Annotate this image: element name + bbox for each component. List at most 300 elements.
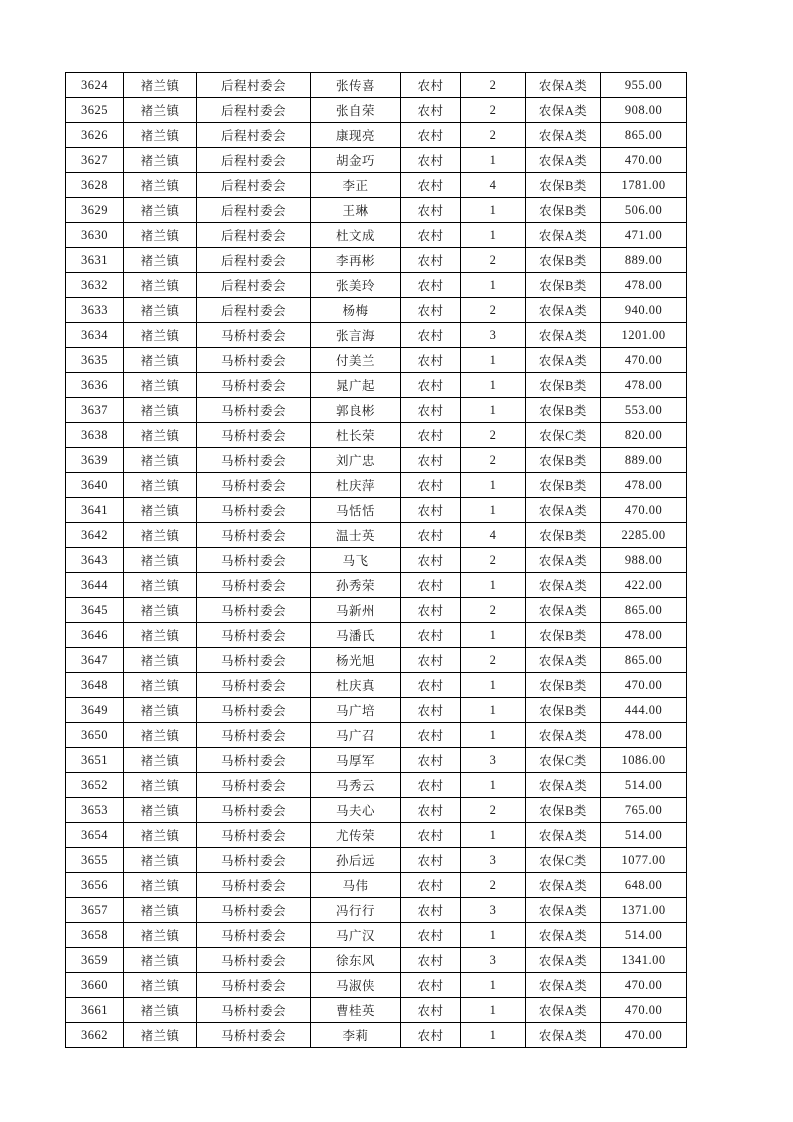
- table-row: [66, 223, 687, 248]
- table-row: [66, 898, 687, 923]
- cell-category: 农保A类: [526, 323, 601, 348]
- cell-count: 3: [461, 948, 526, 973]
- cell-amount: 478.00: [601, 723, 687, 748]
- table-row: [66, 873, 687, 898]
- cell-id: 3636: [66, 373, 124, 398]
- table-row: [66, 798, 687, 823]
- cell-amount: 1077.00: [601, 848, 687, 873]
- cell-count: 1: [461, 273, 526, 298]
- cell-town: 褚兰镇: [124, 973, 197, 998]
- cell-type: 农村: [401, 498, 461, 523]
- table-row: [66, 248, 687, 273]
- cell-id: 3645: [66, 598, 124, 623]
- table-row: [66, 973, 687, 998]
- cell-id: 3629: [66, 198, 124, 223]
- cell-name: 张美玲: [311, 273, 401, 298]
- cell-name: 杜长荣: [311, 423, 401, 448]
- cell-category: 农保B类: [526, 473, 601, 498]
- cell-category: 农保B类: [526, 448, 601, 473]
- cell-type: 农村: [401, 473, 461, 498]
- cell-id: 3647: [66, 648, 124, 673]
- cell-category: 农保B类: [526, 248, 601, 273]
- cell-type: 农村: [401, 598, 461, 623]
- cell-type: 农村: [401, 973, 461, 998]
- cell-town: 褚兰镇: [124, 673, 197, 698]
- cell-name: 付美兰: [311, 348, 401, 373]
- cell-village: 后程村委会: [197, 248, 311, 273]
- cell-amount: 1341.00: [601, 948, 687, 973]
- cell-category: 农保B类: [526, 798, 601, 823]
- cell-name: 孙后远: [311, 848, 401, 873]
- cell-name: 马广培: [311, 698, 401, 723]
- cell-id: 3656: [66, 873, 124, 898]
- cell-id: 3635: [66, 348, 124, 373]
- cell-category: 农保A类: [526, 998, 601, 1023]
- cell-name: 李莉: [311, 1023, 401, 1048]
- cell-village: 马桥村委会: [197, 498, 311, 523]
- cell-village: 马桥村委会: [197, 723, 311, 748]
- cell-id: 3634: [66, 323, 124, 348]
- cell-town: 褚兰镇: [124, 898, 197, 923]
- cell-village: 后程村委会: [197, 273, 311, 298]
- cell-town: 褚兰镇: [124, 423, 197, 448]
- cell-type: 农村: [401, 673, 461, 698]
- cell-count: 2: [461, 248, 526, 273]
- cell-type: 农村: [401, 1023, 461, 1048]
- cell-name: 马恬恬: [311, 498, 401, 523]
- cell-amount: 1086.00: [601, 748, 687, 773]
- cell-type: 农村: [401, 873, 461, 898]
- cell-count: 1: [461, 198, 526, 223]
- cell-count: 2: [461, 598, 526, 623]
- cell-type: 农村: [401, 998, 461, 1023]
- cell-village: 后程村委会: [197, 198, 311, 223]
- cell-village: 后程村委会: [197, 73, 311, 98]
- cell-amount: 471.00: [601, 223, 687, 248]
- cell-id: 3627: [66, 148, 124, 173]
- cell-category: 农保A类: [526, 223, 601, 248]
- cell-type: 农村: [401, 398, 461, 423]
- cell-id: 3637: [66, 398, 124, 423]
- cell-category: 农保A类: [526, 598, 601, 623]
- cell-type: 农村: [401, 223, 461, 248]
- cell-category: 农保A类: [526, 823, 601, 848]
- cell-town: 褚兰镇: [124, 498, 197, 523]
- table-row: [66, 548, 687, 573]
- cell-town: 褚兰镇: [124, 223, 197, 248]
- cell-category: 农保A类: [526, 923, 601, 948]
- cell-category: 农保A类: [526, 73, 601, 98]
- cell-amount: 470.00: [601, 673, 687, 698]
- cell-type: 农村: [401, 523, 461, 548]
- cell-type: 农村: [401, 198, 461, 223]
- cell-town: 褚兰镇: [124, 873, 197, 898]
- cell-category: 农保A类: [526, 498, 601, 523]
- cell-town: 褚兰镇: [124, 148, 197, 173]
- cell-count: 2: [461, 798, 526, 823]
- cell-count: 3: [461, 323, 526, 348]
- cell-village: 马桥村委会: [197, 523, 311, 548]
- cell-village: 马桥村委会: [197, 973, 311, 998]
- cell-town: 褚兰镇: [124, 448, 197, 473]
- cell-count: 2: [461, 298, 526, 323]
- cell-name: 马伟: [311, 873, 401, 898]
- cell-id: 3639: [66, 448, 124, 473]
- cell-category: 农保B类: [526, 623, 601, 648]
- cell-category: 农保A类: [526, 548, 601, 573]
- table-row: [66, 523, 687, 548]
- cell-count: 1: [461, 348, 526, 373]
- cell-category: 农保A类: [526, 948, 601, 973]
- cell-town: 褚兰镇: [124, 473, 197, 498]
- cell-town: 褚兰镇: [124, 848, 197, 873]
- table-row: [66, 473, 687, 498]
- cell-town: 褚兰镇: [124, 948, 197, 973]
- cell-count: 1: [461, 1023, 526, 1048]
- cell-village: 马桥村委会: [197, 448, 311, 473]
- cell-village: 马桥村委会: [197, 1023, 311, 1048]
- cell-name: 张传喜: [311, 73, 401, 98]
- cell-id: 3653: [66, 798, 124, 823]
- table-row: [66, 748, 687, 773]
- table-row: [66, 173, 687, 198]
- cell-amount: 514.00: [601, 923, 687, 948]
- cell-id: 3659: [66, 948, 124, 973]
- table-row: [66, 848, 687, 873]
- cell-amount: 889.00: [601, 448, 687, 473]
- cell-village: 后程村委会: [197, 173, 311, 198]
- cell-count: 1: [461, 473, 526, 498]
- cell-town: 褚兰镇: [124, 398, 197, 423]
- cell-count: 1: [461, 148, 526, 173]
- table-row: [66, 698, 687, 723]
- cell-count: 1: [461, 973, 526, 998]
- cell-amount: 1781.00: [601, 173, 687, 198]
- cell-name: 康现亮: [311, 123, 401, 148]
- cell-count: 1: [461, 223, 526, 248]
- cell-count: 1: [461, 573, 526, 598]
- cell-village: 马桥村委会: [197, 473, 311, 498]
- cell-amount: 865.00: [601, 598, 687, 623]
- cell-amount: 470.00: [601, 498, 687, 523]
- cell-village: 马桥村委会: [197, 948, 311, 973]
- cell-town: 褚兰镇: [124, 523, 197, 548]
- cell-id: 3651: [66, 748, 124, 773]
- cell-name: 马广召: [311, 723, 401, 748]
- cell-count: 1: [461, 923, 526, 948]
- cell-village: 马桥村委会: [197, 873, 311, 898]
- cell-type: 农村: [401, 823, 461, 848]
- cell-village: 马桥村委会: [197, 923, 311, 948]
- table-row: [66, 423, 687, 448]
- cell-amount: 648.00: [601, 873, 687, 898]
- cell-id: 3626: [66, 123, 124, 148]
- cell-village: 马桥村委会: [197, 598, 311, 623]
- cell-id: 3660: [66, 973, 124, 998]
- cell-count: 4: [461, 173, 526, 198]
- cell-count: 3: [461, 848, 526, 873]
- cell-id: 3624: [66, 73, 124, 98]
- cell-amount: 1371.00: [601, 898, 687, 923]
- benefits-table: [65, 72, 687, 1048]
- cell-town: 褚兰镇: [124, 623, 197, 648]
- table-row: [66, 648, 687, 673]
- cell-town: 褚兰镇: [124, 798, 197, 823]
- cell-town: 褚兰镇: [124, 73, 197, 98]
- table-body: [66, 73, 687, 1048]
- cell-count: 4: [461, 523, 526, 548]
- cell-id: 3646: [66, 623, 124, 648]
- cell-count: 1: [461, 698, 526, 723]
- cell-category: 农保B类: [526, 698, 601, 723]
- cell-category: 农保B类: [526, 398, 601, 423]
- cell-amount: 470.00: [601, 998, 687, 1023]
- cell-amount: 470.00: [601, 148, 687, 173]
- cell-category: 农保A类: [526, 123, 601, 148]
- cell-count: 2: [461, 873, 526, 898]
- cell-id: 3654: [66, 823, 124, 848]
- cell-type: 农村: [401, 98, 461, 123]
- cell-name: 王琳: [311, 198, 401, 223]
- cell-id: 3655: [66, 848, 124, 873]
- cell-type: 农村: [401, 923, 461, 948]
- cell-amount: 470.00: [601, 348, 687, 373]
- cell-id: 3650: [66, 723, 124, 748]
- cell-id: 3631: [66, 248, 124, 273]
- table-row: [66, 198, 687, 223]
- cell-amount: 514.00: [601, 823, 687, 848]
- cell-town: 褚兰镇: [124, 373, 197, 398]
- cell-town: 褚兰镇: [124, 773, 197, 798]
- cell-name: 杨光旭: [311, 648, 401, 673]
- cell-count: 1: [461, 998, 526, 1023]
- cell-name: 张自荣: [311, 98, 401, 123]
- table-row: [66, 123, 687, 148]
- table-row: [66, 148, 687, 173]
- cell-village: 马桥村委会: [197, 748, 311, 773]
- cell-amount: 478.00: [601, 373, 687, 398]
- cell-category: 农保A类: [526, 973, 601, 998]
- cell-amount: 889.00: [601, 248, 687, 273]
- cell-town: 褚兰镇: [124, 998, 197, 1023]
- table-row: [66, 623, 687, 648]
- cell-type: 农村: [401, 273, 461, 298]
- cell-village: 后程村委会: [197, 98, 311, 123]
- cell-village: 马桥村委会: [197, 623, 311, 648]
- cell-type: 农村: [401, 573, 461, 598]
- cell-type: 农村: [401, 798, 461, 823]
- cell-count: 2: [461, 123, 526, 148]
- cell-village: 马桥村委会: [197, 798, 311, 823]
- cell-count: 2: [461, 548, 526, 573]
- cell-type: 农村: [401, 773, 461, 798]
- table-row: [66, 448, 687, 473]
- table-row: [66, 298, 687, 323]
- cell-id: 3632: [66, 273, 124, 298]
- cell-name: 马夫心: [311, 798, 401, 823]
- cell-name: 郭良彬: [311, 398, 401, 423]
- cell-town: 褚兰镇: [124, 1023, 197, 1048]
- cell-type: 农村: [401, 848, 461, 873]
- cell-name: 曹桂英: [311, 998, 401, 1023]
- table-row: [66, 673, 687, 698]
- cell-name: 马潘氏: [311, 623, 401, 648]
- cell-amount: 553.00: [601, 398, 687, 423]
- cell-count: 2: [461, 648, 526, 673]
- cell-count: 1: [461, 398, 526, 423]
- cell-id: 3628: [66, 173, 124, 198]
- cell-village: 马桥村委会: [197, 648, 311, 673]
- cell-town: 褚兰镇: [124, 823, 197, 848]
- cell-village: 后程村委会: [197, 298, 311, 323]
- cell-town: 褚兰镇: [124, 723, 197, 748]
- cell-village: 马桥村委会: [197, 998, 311, 1023]
- cell-category: 农保A类: [526, 98, 601, 123]
- cell-town: 褚兰镇: [124, 248, 197, 273]
- cell-category: 农保B类: [526, 523, 601, 548]
- cell-type: 农村: [401, 548, 461, 573]
- cell-count: 1: [461, 673, 526, 698]
- cell-type: 农村: [401, 148, 461, 173]
- cell-village: 后程村委会: [197, 123, 311, 148]
- cell-name: 刘广忠: [311, 448, 401, 473]
- cell-type: 农村: [401, 648, 461, 673]
- cell-category: 农保A类: [526, 573, 601, 598]
- cell-category: 农保C类: [526, 848, 601, 873]
- cell-village: 马桥村委会: [197, 423, 311, 448]
- cell-category: 农保A类: [526, 298, 601, 323]
- cell-id: 3625: [66, 98, 124, 123]
- cell-type: 农村: [401, 948, 461, 973]
- cell-amount: 514.00: [601, 773, 687, 798]
- cell-id: 3652: [66, 773, 124, 798]
- cell-name: 马广汉: [311, 923, 401, 948]
- cell-amount: 988.00: [601, 548, 687, 573]
- cell-count: 1: [461, 823, 526, 848]
- cell-type: 农村: [401, 173, 461, 198]
- table-row: [66, 598, 687, 623]
- cell-count: 2: [461, 448, 526, 473]
- cell-count: 3: [461, 898, 526, 923]
- cell-village: 后程村委会: [197, 148, 311, 173]
- cell-name: 徐东风: [311, 948, 401, 973]
- cell-category: 农保B类: [526, 373, 601, 398]
- cell-amount: 478.00: [601, 623, 687, 648]
- cell-id: 3649: [66, 698, 124, 723]
- cell-town: 褚兰镇: [124, 698, 197, 723]
- cell-id: 3658: [66, 923, 124, 948]
- cell-amount: 444.00: [601, 698, 687, 723]
- cell-name: 马淑侠: [311, 973, 401, 998]
- cell-village: 后程村委会: [197, 223, 311, 248]
- cell-name: 杜庆真: [311, 673, 401, 698]
- cell-name: 张言海: [311, 323, 401, 348]
- cell-name: 晁广起: [311, 373, 401, 398]
- cell-category: 农保A类: [526, 773, 601, 798]
- cell-town: 褚兰镇: [124, 923, 197, 948]
- cell-village: 马桥村委会: [197, 323, 311, 348]
- cell-amount: 422.00: [601, 573, 687, 598]
- cell-category: 农保A类: [526, 723, 601, 748]
- cell-name: 胡金巧: [311, 148, 401, 173]
- cell-name: 杜文成: [311, 223, 401, 248]
- cell-count: 2: [461, 73, 526, 98]
- cell-amount: 908.00: [601, 98, 687, 123]
- cell-type: 农村: [401, 298, 461, 323]
- table-row: [66, 373, 687, 398]
- cell-name: 杨梅: [311, 298, 401, 323]
- table-row: [66, 348, 687, 373]
- cell-amount: 820.00: [601, 423, 687, 448]
- cell-name: 马厚军: [311, 748, 401, 773]
- cell-category: 农保B类: [526, 198, 601, 223]
- cell-count: 1: [461, 773, 526, 798]
- cell-type: 农村: [401, 623, 461, 648]
- table-row: [66, 573, 687, 598]
- cell-village: 马桥村委会: [197, 698, 311, 723]
- cell-id: 3662: [66, 1023, 124, 1048]
- cell-count: 1: [461, 723, 526, 748]
- cell-village: 马桥村委会: [197, 548, 311, 573]
- table-row: [66, 498, 687, 523]
- cell-amount: 470.00: [601, 1023, 687, 1048]
- cell-name: 李再彬: [311, 248, 401, 273]
- cell-count: 2: [461, 98, 526, 123]
- cell-id: 3661: [66, 998, 124, 1023]
- cell-id: 3640: [66, 473, 124, 498]
- cell-amount: 940.00: [601, 298, 687, 323]
- cell-count: 1: [461, 498, 526, 523]
- cell-id: 3633: [66, 298, 124, 323]
- cell-category: 农保A类: [526, 148, 601, 173]
- cell-town: 褚兰镇: [124, 598, 197, 623]
- cell-category: 农保C类: [526, 423, 601, 448]
- cell-name: 尤传荣: [311, 823, 401, 848]
- cell-amount: 765.00: [601, 798, 687, 823]
- cell-type: 农村: [401, 423, 461, 448]
- cell-village: 马桥村委会: [197, 823, 311, 848]
- cell-amount: 2285.00: [601, 523, 687, 548]
- table-row: [66, 398, 687, 423]
- cell-type: 农村: [401, 698, 461, 723]
- cell-category: 农保B类: [526, 673, 601, 698]
- cell-id: 3642: [66, 523, 124, 548]
- cell-amount: 506.00: [601, 198, 687, 223]
- cell-type: 农村: [401, 373, 461, 398]
- cell-type: 农村: [401, 123, 461, 148]
- cell-name: 冯行行: [311, 898, 401, 923]
- cell-category: 农保B类: [526, 173, 601, 198]
- cell-village: 马桥村委会: [197, 673, 311, 698]
- cell-category: 农保C类: [526, 748, 601, 773]
- cell-name: 李正: [311, 173, 401, 198]
- cell-count: 1: [461, 623, 526, 648]
- cell-count: 3: [461, 748, 526, 773]
- cell-count: 1: [461, 373, 526, 398]
- cell-amount: 1201.00: [601, 323, 687, 348]
- cell-category: 农保A类: [526, 348, 601, 373]
- cell-type: 农村: [401, 723, 461, 748]
- cell-village: 马桥村委会: [197, 898, 311, 923]
- cell-name: 孙秀荣: [311, 573, 401, 598]
- cell-type: 农村: [401, 73, 461, 98]
- cell-town: 褚兰镇: [124, 348, 197, 373]
- cell-village: 马桥村委会: [197, 348, 311, 373]
- cell-name: 杜庆萍: [311, 473, 401, 498]
- cell-id: 3648: [66, 673, 124, 698]
- cell-town: 褚兰镇: [124, 748, 197, 773]
- cell-town: 褚兰镇: [124, 648, 197, 673]
